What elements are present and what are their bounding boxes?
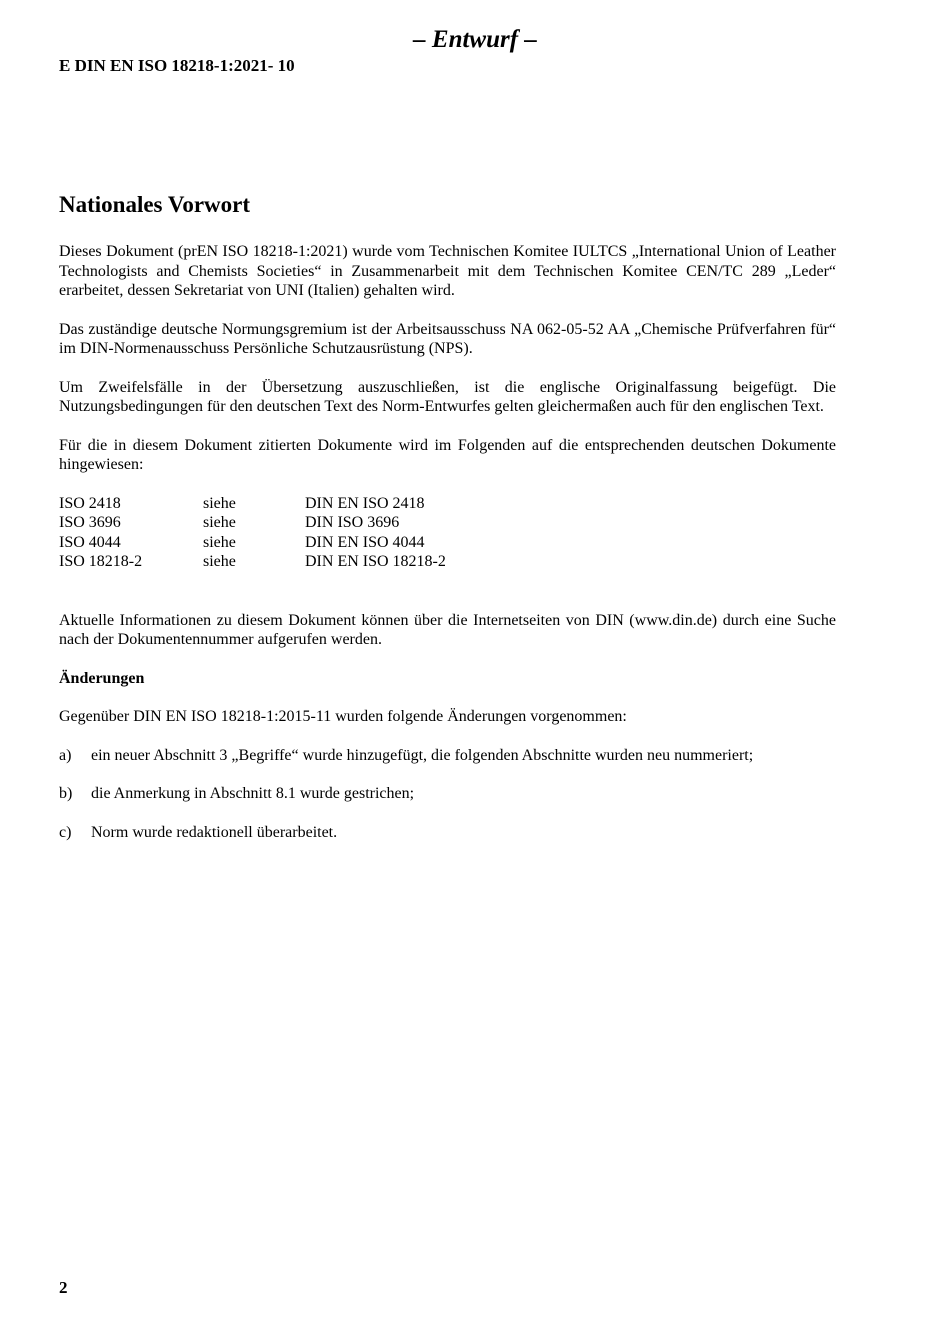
reference-row <box>59 513 836 533</box>
reference-din: DIN ISO 3696 <box>305 514 400 531</box>
changes-title: Änderungen <box>59 669 145 687</box>
list-item <box>59 784 836 804</box>
reference-row <box>59 494 836 514</box>
reference-iso: ISO 3696 <box>59 514 121 531</box>
section-title: Nationales Vorwort <box>59 192 251 217</box>
reference-din: DIN EN ISO 4044 <box>305 533 425 551</box>
list-item-label: b) <box>59 785 73 802</box>
paragraph-committee: Dieses Dokument (prEN ISO 18218-1:2021) wurde vom Technischen Komitee IULTCS „International Union of Leather Technologists and Chemists Societies“ in Zusammenarbeit mit dem Technischen Komitee CEN/TC 289 „Leder“ erarbeitet, dessen Sekretariat von UNI (Italien) gehalten wird. <box>59 243 836 299</box>
list-item-text: die Anmerkung in Abschnitt 8.1 wurde gestrichen; <box>91 785 415 802</box>
changes-intro: Gegenüber DIN EN ISO 18218-1:2015-11 wurden folgende Änderungen vorgenommen: <box>59 708 627 725</box>
draft-mark: – Entwurf – <box>413 26 537 53</box>
reference-iso: ISO 18218-2 <box>59 553 143 570</box>
reference-row <box>59 533 836 553</box>
list-item <box>59 746 836 766</box>
paragraph-info: Aktuelle Informationen zu diesem Dokument können über die Internetseiten von DIN (www.din.de) durch eine Suche nach der Dokumentennummer aufgerufen werden. <box>59 611 836 648</box>
paragraph-translation: Um Zweifelsfälle in der Übersetzung auszuschließen, ist die englische Originalfassung beigefügt. Die Nutzungsbedingungen für den deutschen Text des Norm-Entwurfes gelten gleichermaßen auch für den englischen Text. <box>59 378 836 415</box>
reference-din: DIN EN ISO 2418 <box>305 494 425 512</box>
paragraph-references-intro: Für die in diesem Dokument zitierten Dokumente wird im Folgenden auf die entsprechenden deutschen Dokumente hingewiesen: <box>59 436 836 473</box>
list-item-label: c) <box>59 823 72 841</box>
list-item-label: a) <box>59 746 72 764</box>
list-item-text: Norm wurde redaktionell überarbeitet. <box>91 823 338 841</box>
reference-iso: ISO 2418 <box>59 494 121 512</box>
page-number: 2 <box>59 1278 68 1297</box>
reference-din: DIN EN ISO 18218-2 <box>305 553 446 570</box>
reference-iso: ISO 4044 <box>59 533 121 551</box>
reference-row <box>59 552 836 572</box>
page-content <box>59 190 836 861</box>
document-id: E DIN EN ISO 18218-1:2021- 10 <box>59 56 295 75</box>
reference-see: siehe <box>203 533 236 551</box>
reference-see: siehe <box>203 494 236 512</box>
paragraph-standards-body: Das zuständige deutsche Normungsgremium ist der Arbeitsausschuss NA 062-05-52 AA „Chemische Prüfverfahren für“ im DIN-Normenausschuss Persönliche Schutzausrüstung (NPS). <box>59 320 836 357</box>
reference-see: siehe <box>203 553 236 570</box>
list-item <box>59 823 836 843</box>
reference-table <box>59 494 836 572</box>
list-item-text: ein neuer Abschnitt 3 „Begriffe“ wurde hinzugefügt, die folgenden Abschnitte wurden neu nummeriert; <box>91 746 754 764</box>
reference-see: siehe <box>203 514 236 531</box>
